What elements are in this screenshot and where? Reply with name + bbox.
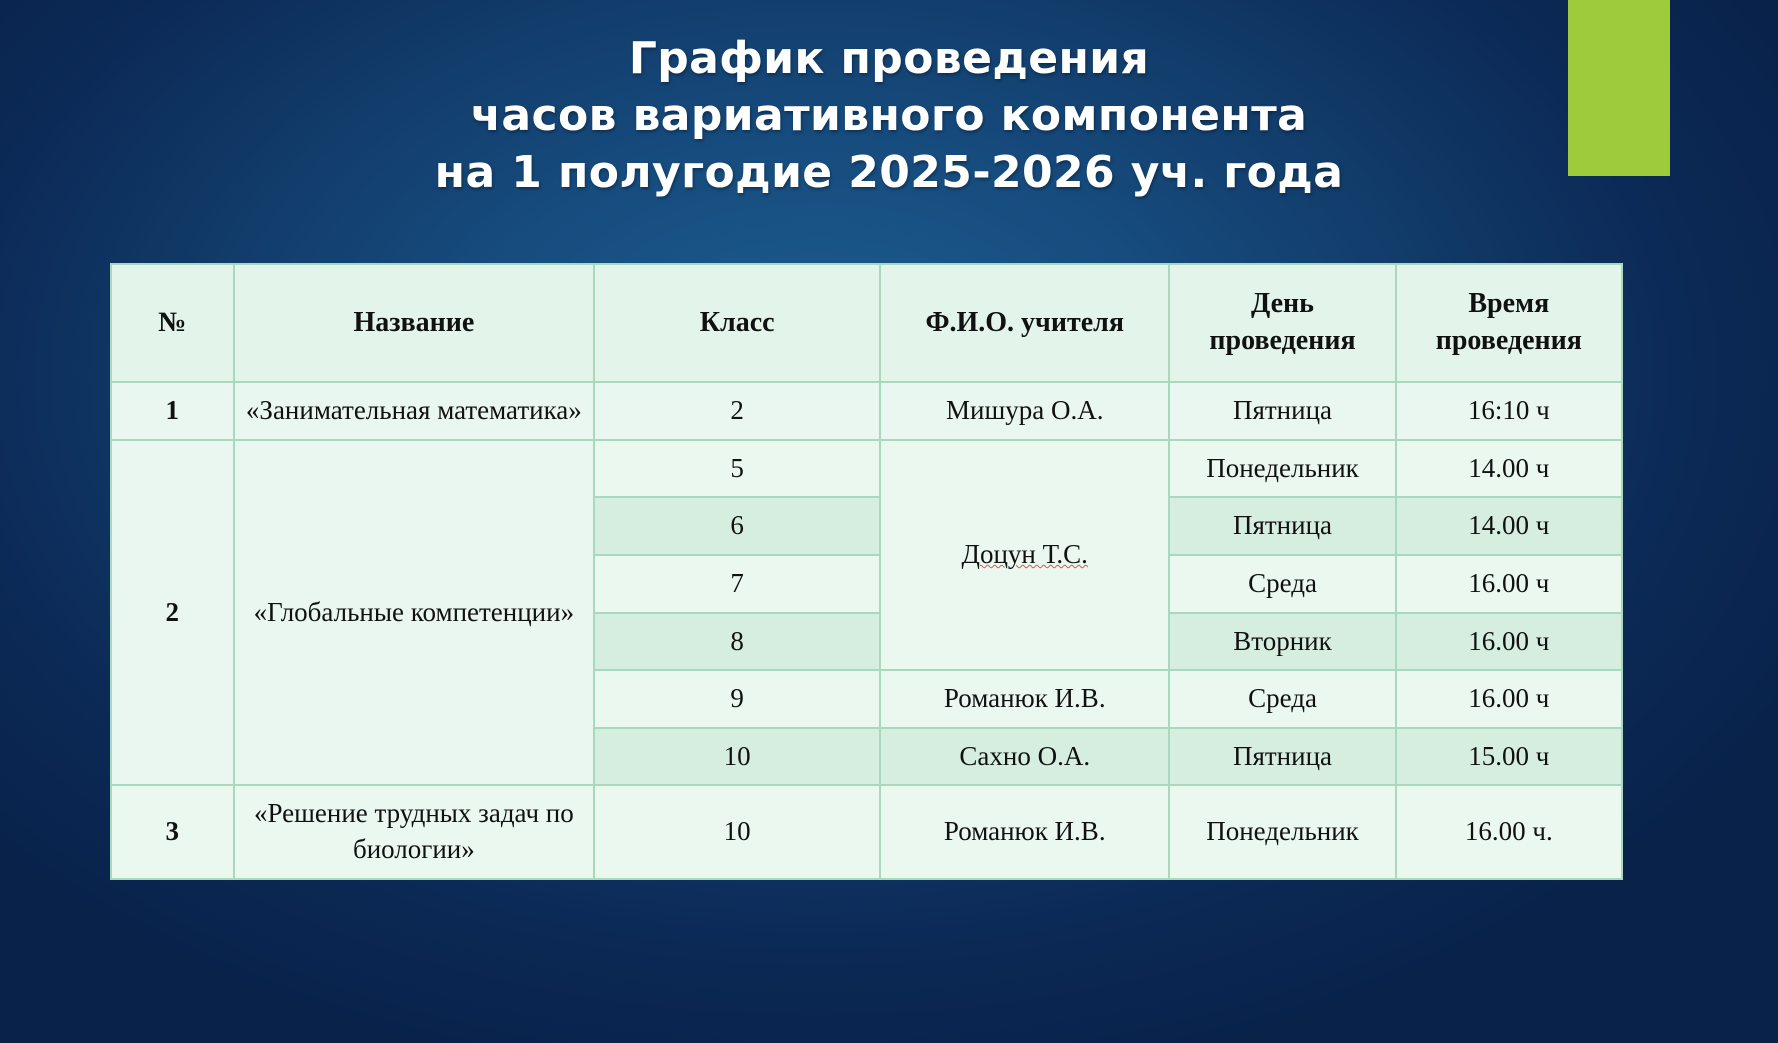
header-class: Класс bbox=[594, 264, 880, 382]
cell-class: 5 bbox=[594, 440, 880, 498]
cell-name: «Глобальные компетенции» bbox=[234, 440, 595, 786]
cell-teacher: Романюк И.В. bbox=[880, 670, 1169, 728]
page-title bbox=[0, 30, 1778, 202]
header-time: Время проведения bbox=[1396, 264, 1622, 382]
table-body bbox=[111, 382, 1622, 879]
cell-day: Среда bbox=[1169, 555, 1395, 613]
header-name: Название bbox=[234, 264, 595, 382]
cell-name: «Занимательная математика» bbox=[234, 382, 595, 440]
cell-teacher: Романюк И.В. bbox=[880, 785, 1169, 878]
cell-class: 7 bbox=[594, 555, 880, 613]
table-header-row bbox=[111, 264, 1622, 382]
title-line-1: График проведения bbox=[628, 33, 1150, 84]
cell-time: 15.00 ч bbox=[1396, 728, 1622, 786]
schedule-table-wrapper bbox=[110, 263, 1623, 880]
cell-class: 10 bbox=[594, 728, 880, 786]
cell-name: «Решение трудных задач по биологии» bbox=[234, 785, 595, 878]
title-line-3: на 1 полугодие 2025-2026 уч. года bbox=[434, 147, 1344, 199]
cell-number: 2 bbox=[111, 440, 234, 786]
cell-class: 9 bbox=[594, 670, 880, 728]
cell-class: 10 bbox=[594, 785, 880, 878]
cell-time: 14.00 ч bbox=[1396, 440, 1622, 498]
cell-class: 6 bbox=[594, 497, 880, 555]
cell-class: 8 bbox=[594, 613, 880, 671]
cell-teacher: Сахно О.А. bbox=[880, 728, 1169, 786]
header-teacher: Ф.И.О. учителя bbox=[880, 264, 1169, 382]
table-row bbox=[111, 440, 1622, 498]
cell-day: Пятница bbox=[1169, 728, 1395, 786]
header-day: День проведения bbox=[1169, 264, 1395, 382]
cell-day: Среда bbox=[1169, 670, 1395, 728]
cell-day: Понедельник bbox=[1169, 785, 1395, 878]
table-row bbox=[111, 785, 1622, 878]
cell-day: Пятница bbox=[1169, 382, 1395, 440]
cell-time: 16.00 ч bbox=[1396, 555, 1622, 613]
cell-time: 16.00 ч bbox=[1396, 613, 1622, 671]
header-number: № bbox=[111, 264, 234, 382]
teacher-name-text: Доцун Т.С. bbox=[961, 539, 1088, 570]
title-line-2: часов вариативного компонента bbox=[470, 90, 1308, 142]
table-header bbox=[111, 264, 1622, 382]
cell-class: 2 bbox=[594, 382, 880, 440]
cell-time: 16:10 ч bbox=[1396, 382, 1622, 440]
cell-day: Пятница bbox=[1169, 497, 1395, 555]
cell-teacher bbox=[880, 440, 1169, 671]
cell-teacher: Мишура О.А. bbox=[880, 382, 1169, 440]
table-row bbox=[111, 382, 1622, 440]
cell-day: Вторник bbox=[1169, 613, 1395, 671]
cell-time: 16.00 ч bbox=[1396, 670, 1622, 728]
cell-number: 1 bbox=[111, 382, 234, 440]
cell-time: 14.00 ч bbox=[1396, 497, 1622, 555]
cell-number: 3 bbox=[111, 785, 234, 878]
cell-time: 16.00 ч. bbox=[1396, 785, 1622, 878]
schedule-table bbox=[110, 263, 1623, 880]
cell-day: Понедельник bbox=[1169, 440, 1395, 498]
